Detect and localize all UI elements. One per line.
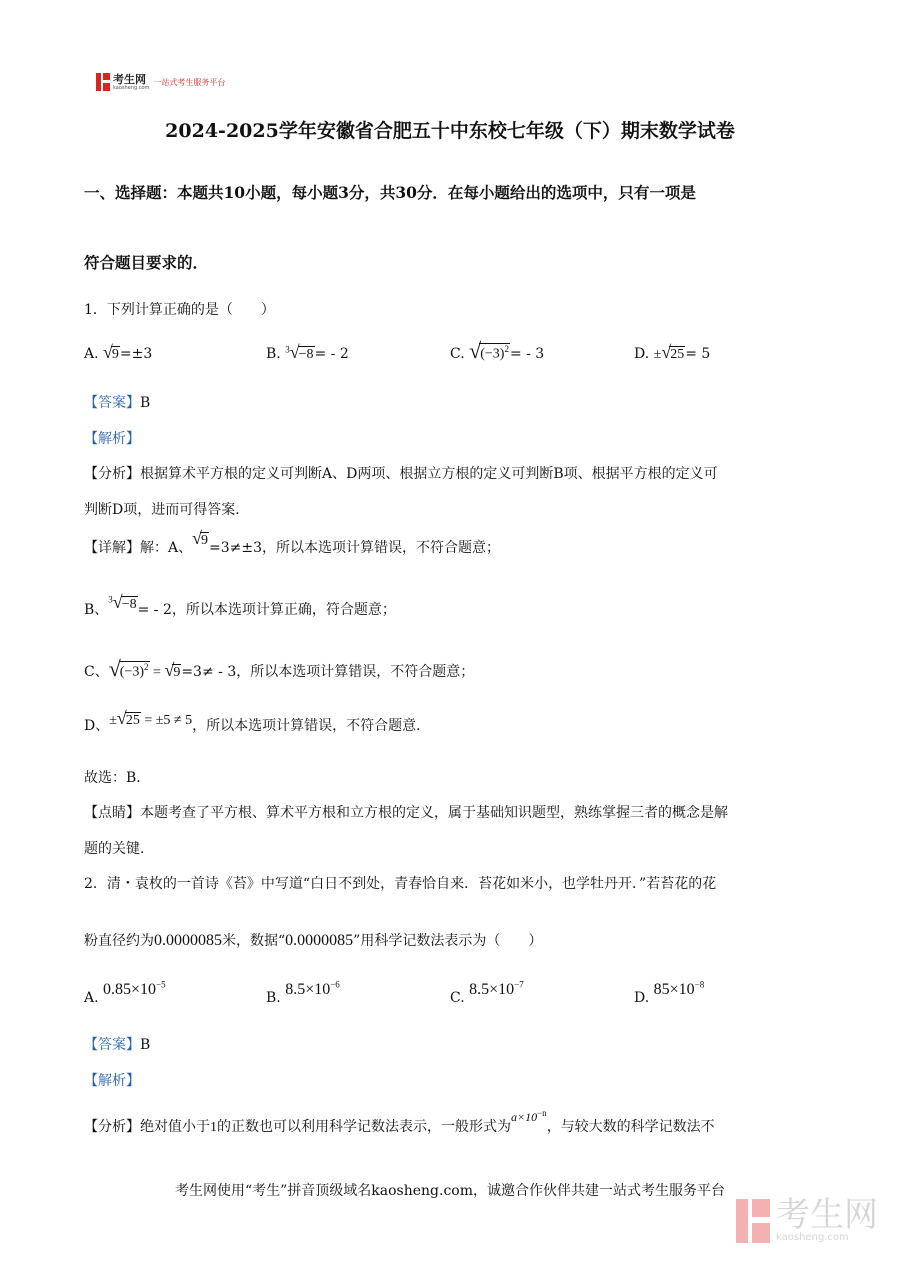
q1-fenxi-line1: 【分析】根据算术平方根的定义可判断A、D两项、根据立方根的定义可判断B项、根据平方根的定义可: [84, 466, 718, 482]
section-heading-line2: 符合题目要求的．: [84, 253, 209, 272]
q1-xiangjie-c: C、$√(-3)^2 = √9=3\ne - 3$，所以本选项计算错误，不符合题意；: [84, 656, 475, 681]
logo-domain: kaosheng.com: [113, 84, 150, 91]
q2-option-c: C. $8.5\times 10^{-7}$: [450, 980, 524, 1007]
logo-mark-icon: [96, 73, 110, 91]
logo-name: 考生网: [113, 72, 146, 86]
q2-option-a: A. $0.85\times 10^{-5}$: [84, 980, 166, 1007]
q1-dianjing-line2: 题的关键．: [84, 841, 154, 857]
q2-option-d: D. $85\times 10^{-8}$: [634, 980, 705, 1007]
q2-stem-line1: 2．清・袁枚的一首诗《苔》中写道“白日不到处，青春恰自来．苔花如米小，也学牡丹开．”若苔花的花: [84, 876, 717, 892]
section-heading-line1: 一、选择题：本题共10小题，每小题3分，共30分．在每小题给出的选项中，只有一项是: [84, 183, 696, 202]
q2-stem-line2: 粉直径约为0.0000085米，数据“0.0000085”用科学记数法表示为（ ）: [84, 932, 543, 949]
q1-analysis-tag: 【解析】: [84, 431, 140, 447]
q1-answer: 【答案】B: [84, 395, 151, 411]
q1-guxuan: 故选：B．: [84, 770, 151, 786]
watermark-name: 考生网: [776, 1195, 878, 1235]
q1-stem: 1．下列计算正确的是（ ）: [84, 302, 275, 318]
q1-dianjing-line1: 【点睛】本题考查了平方根、算术平方根和立方根的定义，属于基础知识题型，熟练掌握三者的概念是解: [84, 805, 728, 821]
header-logo: [96, 73, 225, 91]
q1-option-c: C. $√(-3)^2= - 3$: [450, 338, 545, 363]
q2-answer: 【答案】B: [84, 1037, 151, 1053]
q1-xiangjie-b: B、$^3$√−8= - 2，所以本选项计算正确，符合题意；: [84, 592, 396, 618]
q1-option-d: D. ±√25= 5: [634, 342, 711, 362]
q1-xiangjie-a: 【详解】解：A、√9=3≠±3，所以本选项计算错误，不符合题意；: [84, 528, 501, 556]
q2-analysis-tag: 【解析】: [84, 1073, 140, 1089]
watermark-logo: [736, 1195, 878, 1243]
q1-fenxi-line2: 判断D项，进而可得答案．: [84, 502, 250, 518]
logo-slogan: 一站式考生服务平台: [153, 77, 226, 87]
watermark-mark-icon: [736, 1199, 770, 1243]
watermark-domain: kaosheng.com: [776, 1232, 849, 1243]
q1-option-b: B. $^3$√−8= - 2: [266, 342, 349, 362]
q2-fenxi-line1: 【分析】绝对值小于1的正数也可以利用科学记数法表示，一般形式为$a\times 10^{-n}$，与较大数的科学记数法不: [84, 1108, 715, 1135]
q1-xiangjie-d: D、±√25 = ±5 ≠ 5，所以本选项计算错误，不符合题意．: [84, 708, 431, 734]
q1-option-a: A. √9=±3: [84, 342, 153, 362]
q2-option-b: B. $8.5\times 10^{-6}$: [266, 980, 340, 1007]
footer-text: 考生网使用“考生”拼音顶级域名kaosheng.com，诚邀合作伙伴共建一站式考生服务平台: [174, 1183, 726, 1199]
page-title: 2024-2025学年安徽省合肥五十中东校七年级（下）期末数学试卷: [165, 120, 735, 142]
